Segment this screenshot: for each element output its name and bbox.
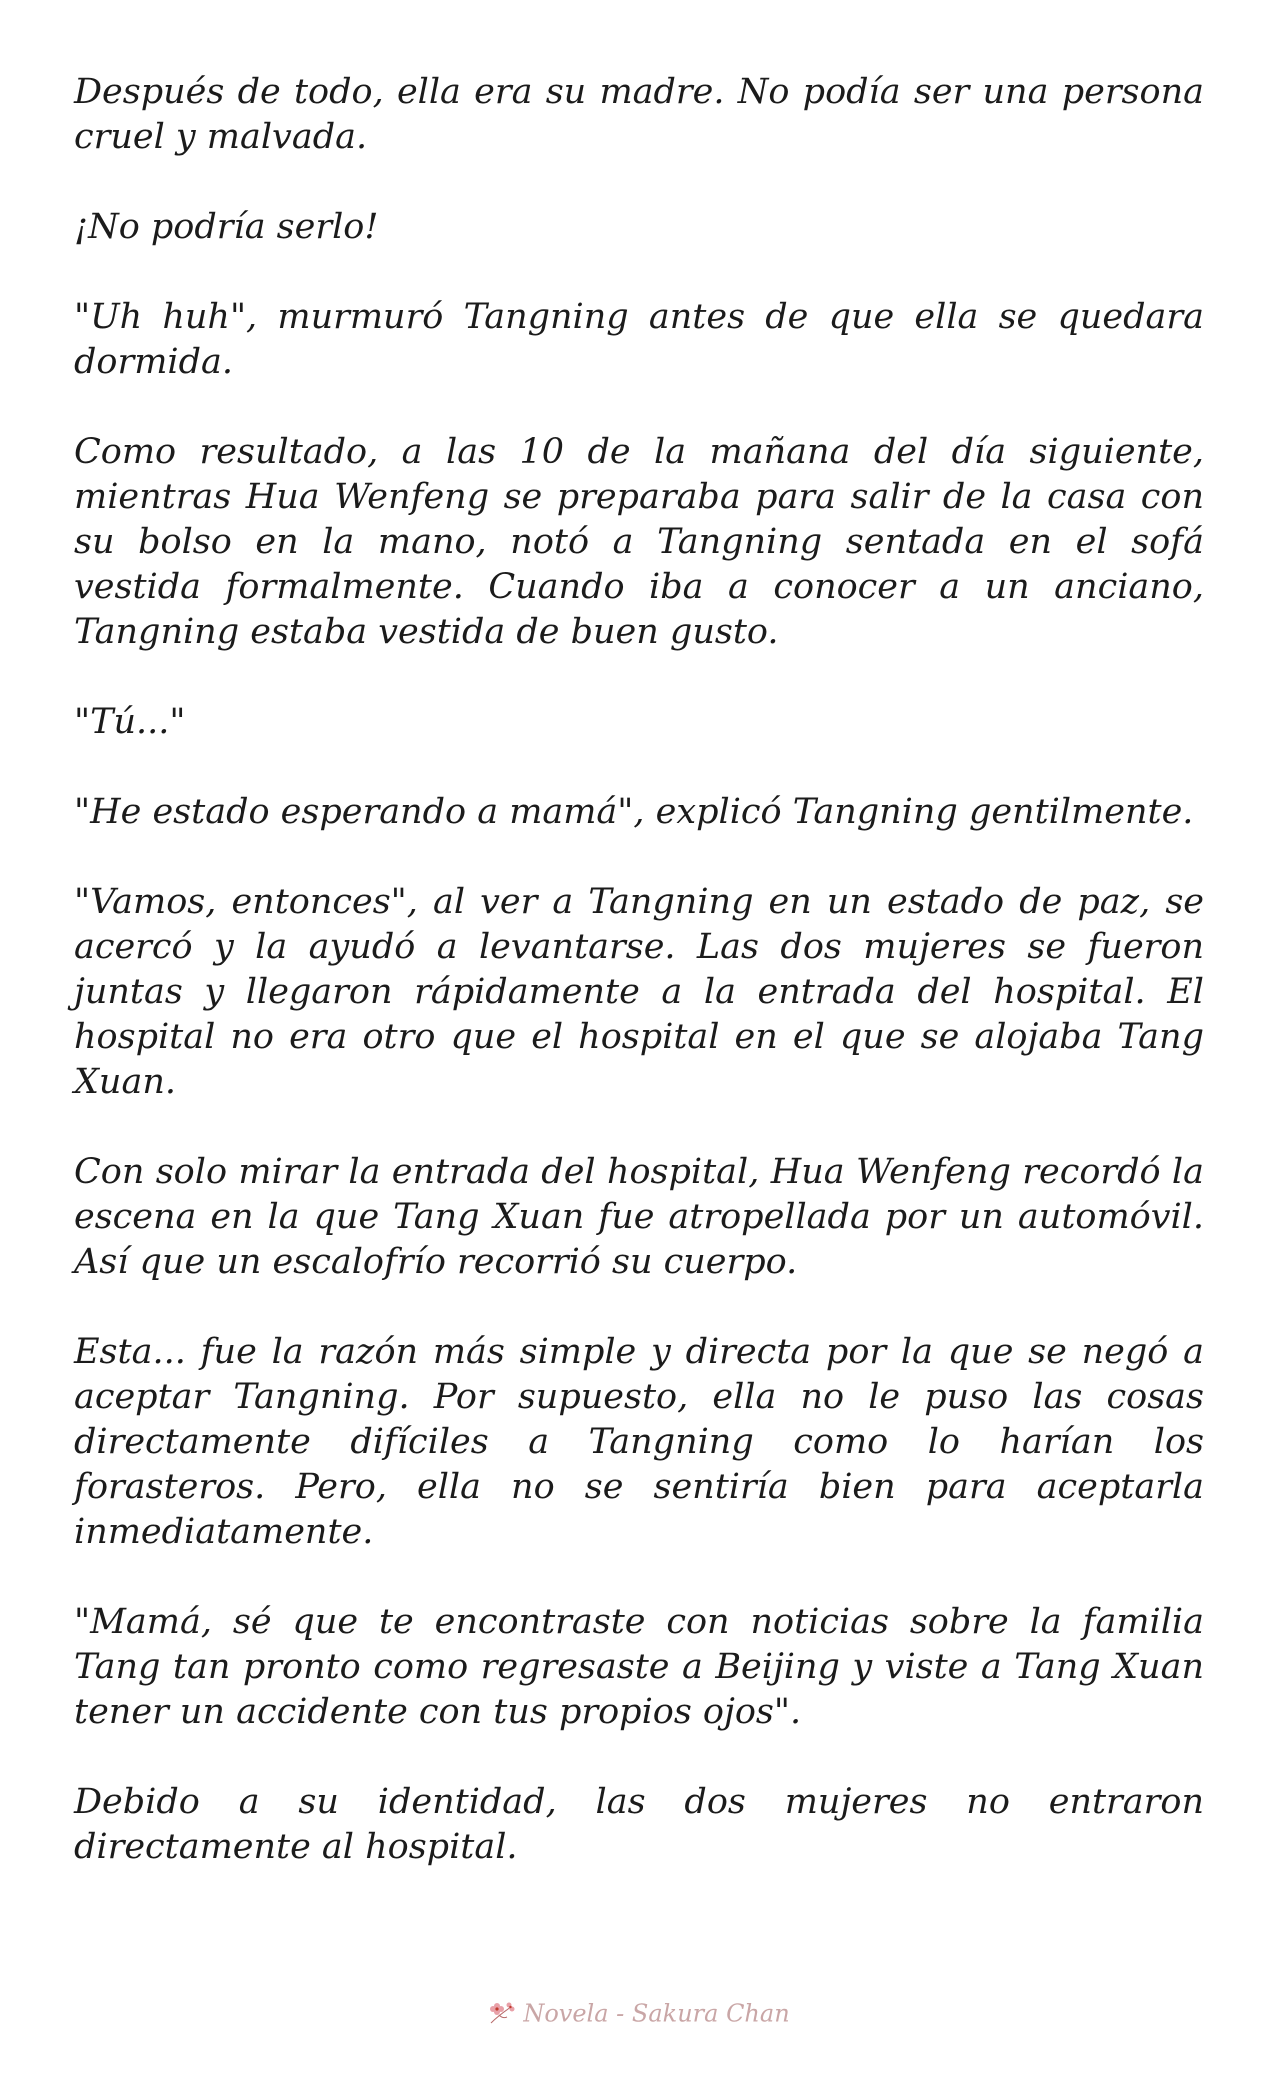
paragraph-11: Debido a su identidad, las dos mujeres no entraron directamente al hospital.: [74, 1782, 1204, 1867]
footer-text: Novela - Sakura Chan: [523, 1999, 790, 2028]
paragraph-5: "Tú...": [74, 702, 186, 742]
watermark-footer: [0, 1998, 1275, 2029]
paragraph-1: Después de todo, ella era su madre. No podía ser una persona cruel y malvada.: [74, 72, 1204, 157]
document-body: [74, 70, 1204, 1915]
paragraph-4: Como resultado, a las 10 de la mañana del día siguiente, mientras Hua Wenfeng se preparaba para salir de la casa con su bolso en la mano, notó a Tangning sentada en el sofá vestida formalmente. Cuando iba a conocer a un anciano, Tangning estaba vestida de buen gusto.: [74, 432, 1204, 652]
paragraph-2: ¡No podría serlo!: [74, 207, 379, 247]
paragraph-7: "Vamos, entonces", al ver a Tangning en un estado de paz, se acercó y la ayudó a levantarse. Las dos mujeres se fueron juntas y llegaron rápidamente a la entrada del hospital. El hospital no era otro que el hospital en el que se alojaba Tang Xuan.: [74, 882, 1204, 1102]
paragraph-8: Con solo mirar la entrada del hospital, Hua Wenfeng recordó la escena en la que Tang Xuan fue atropellada por un automóvil. Así que un escalofrío recorrió su cuerpo.: [74, 1152, 1204, 1282]
paragraph-10: "Mamá, sé que te encontraste con noticias sobre la familia Tang tan pronto como regresaste a Beijing y viste a Tang Xuan tener un accidente con tus propios ojos".: [74, 1602, 1204, 1732]
sakura-flower-icon: [485, 1999, 519, 2029]
paragraph-6: "He estado esperando a mamá", explicó Tangning gentilmente.: [74, 792, 1194, 832]
paragraph-3: "Uh huh", murmuró Tangning antes de que ella se quedara dormida.: [74, 297, 1204, 382]
paragraph-9: Esta... fue la razón más simple y directa por la que se negó a aceptar Tangning. Por supuesto, ella no le puso las cosas directamente difíciles a Tangning como lo harían los forasteros. Pero, ella no se sentiría bien para aceptarla inmediatamente.: [74, 1332, 1204, 1552]
